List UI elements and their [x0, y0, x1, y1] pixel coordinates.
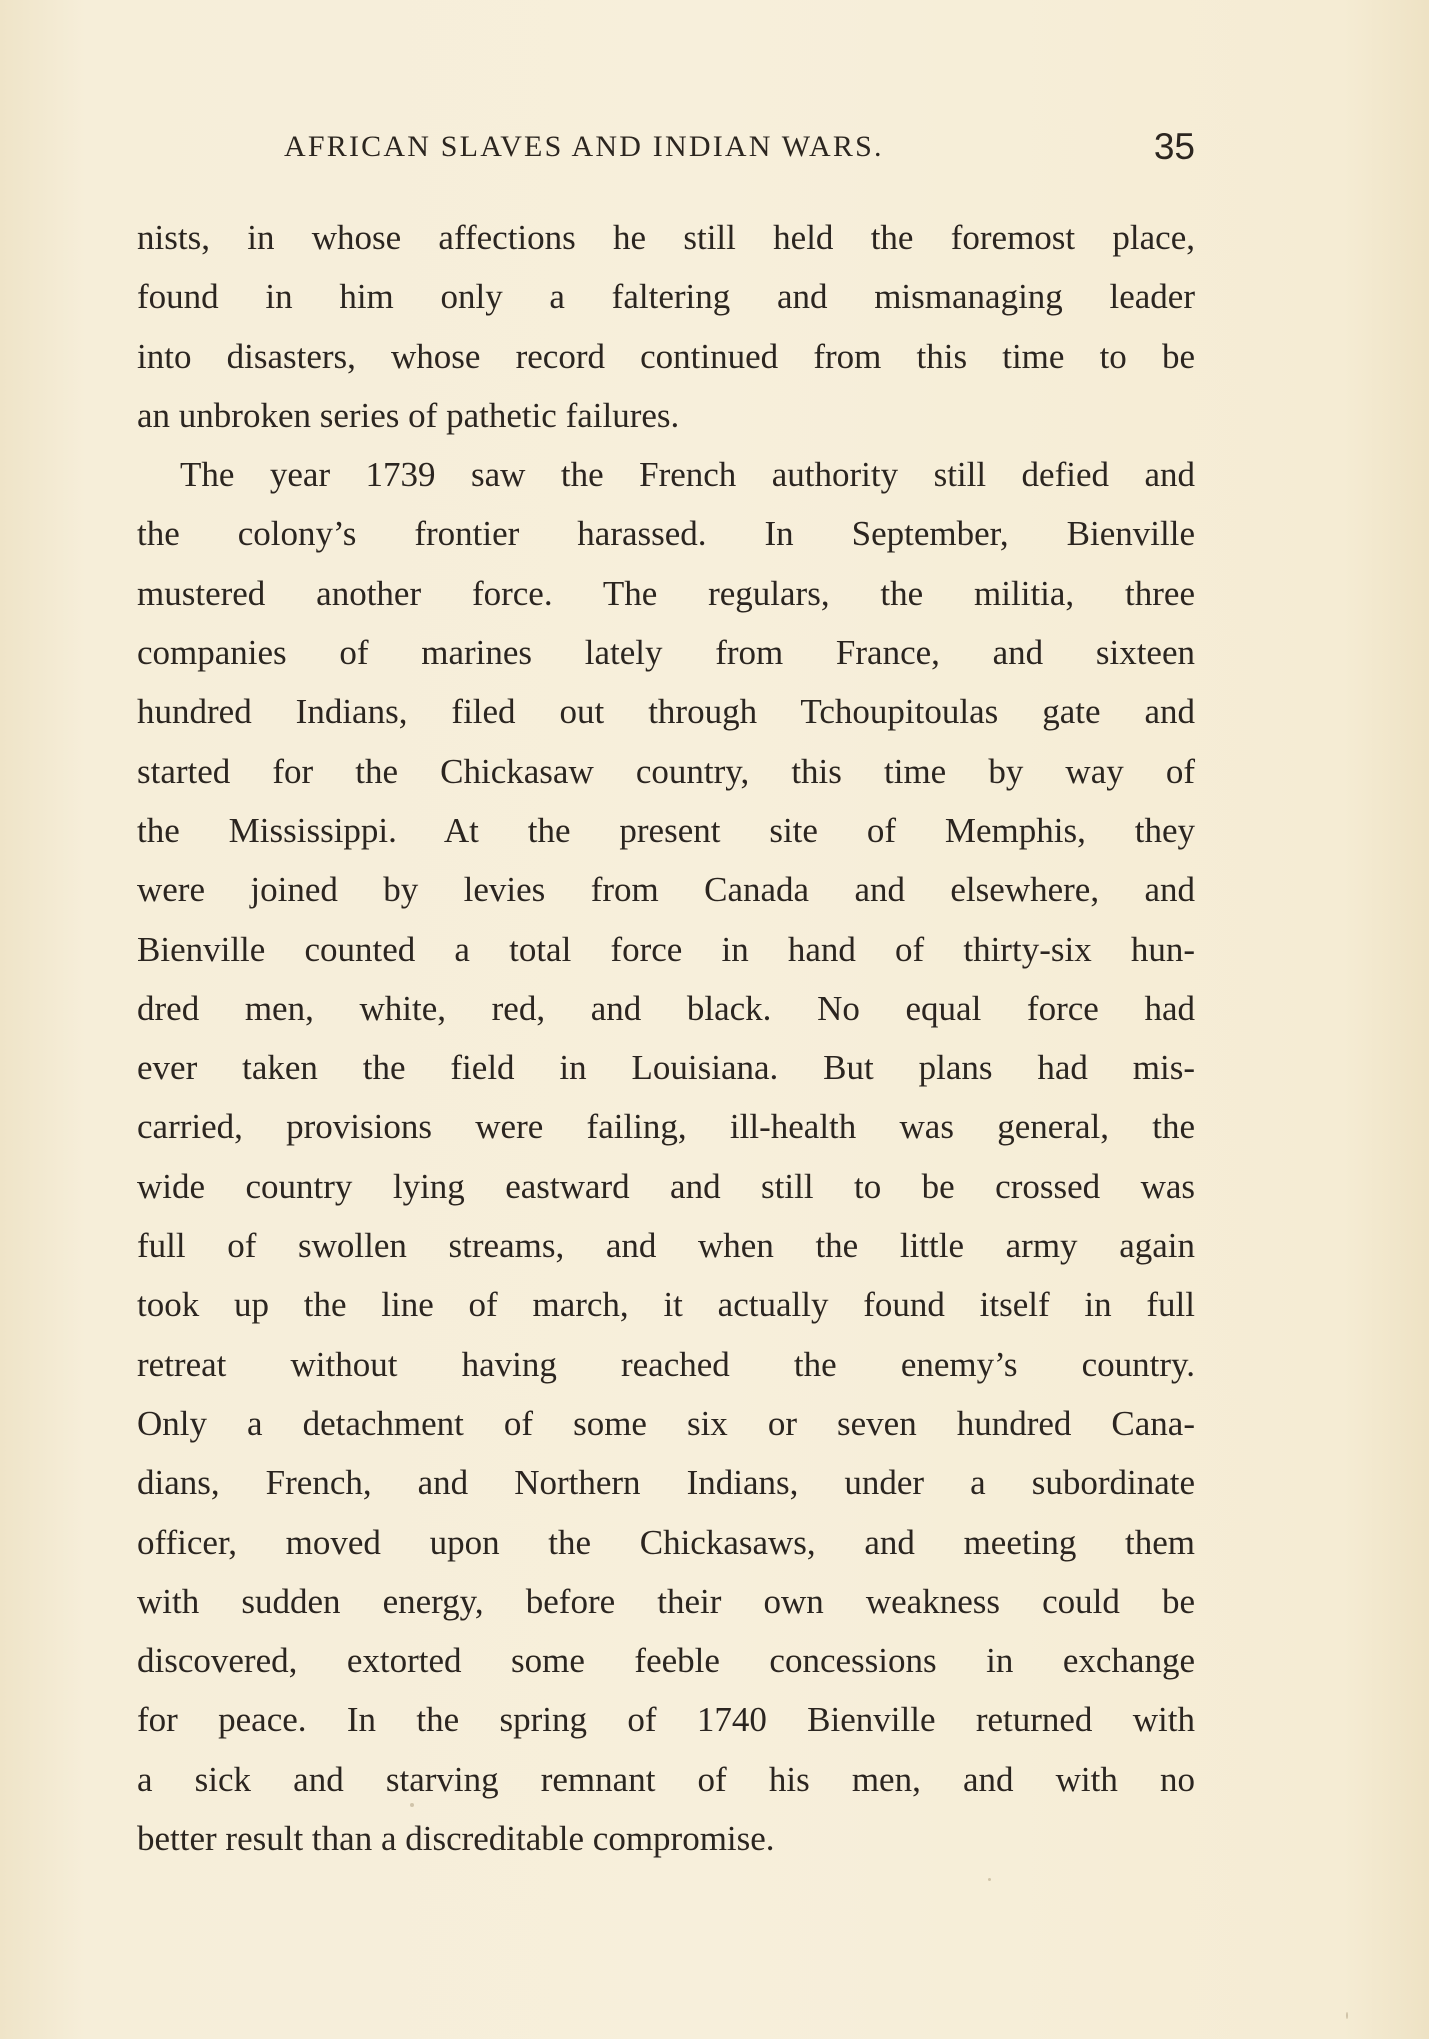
running-title: AFRICAN SLAVES AND INDIAN WARS.: [284, 130, 884, 163]
text-line: for peace. In the spring of 1740 Bienville returned with: [137, 1700, 1195, 1740]
text-line: into disasters, whose record continued from this time to be: [137, 336, 1195, 376]
paper-speck: [988, 1878, 991, 1881]
text-line: with sudden energy, before their own weakness could be: [137, 1581, 1195, 1621]
text-line: officer, moved upon the Chickasaws, and meeting them: [137, 1522, 1195, 1562]
text-line: an unbroken series of pathetic failures.: [137, 395, 680, 435]
text-line: full of swollen streams, and when the little army again: [137, 1226, 1195, 1266]
body-text: [137, 208, 1195, 1868]
text-line: dred men, white, red, and black. No equal force had: [137, 988, 1195, 1028]
text-line: carried, provisions were failing, ill-health was general, the: [137, 1107, 1195, 1147]
text-line: The year 1739 saw the French authority still defied and: [180, 455, 1195, 495]
text-line: mustered another force. The regulars, the militia, three: [137, 573, 1195, 613]
paper-speck: [1346, 2012, 1348, 2019]
text-line: the colony’s frontier harassed. In September, Bienville: [137, 514, 1195, 554]
text-line: nists, in whose affections he still held the foremost place,: [137, 218, 1195, 257]
text-line: hundred Indians, filed out through Tchoupitoulas gate and: [137, 692, 1195, 732]
text-line: started for the Chickasaw country, this time by way of: [137, 751, 1195, 791]
text-line: dians, French, and Northern Indians, under a subordinate: [137, 1463, 1195, 1503]
running-head: [137, 126, 1195, 176]
text-line: companies of marines lately from France, and sixteen: [137, 633, 1195, 673]
text-line: wide country lying eastward and still to be crossed was: [137, 1166, 1195, 1206]
text-line: discovered, extorted some feeble concessions in exchange: [137, 1641, 1195, 1681]
text-line: were joined by levies from Canada and elsewhere, and: [137, 870, 1195, 910]
text-line: a sick and starving remnant of his men, and with no: [137, 1759, 1195, 1799]
text-line: retreat without having reached the enemy’s country.: [137, 1344, 1195, 1384]
text-line: took up the line of march, it actually found itself in full: [137, 1285, 1195, 1325]
paper-speck: [410, 1803, 414, 1807]
text-line: the Mississippi. At the present site of Memphis, they: [137, 810, 1195, 850]
text-line: Only a detachment of some six or seven hundred Cana-: [137, 1403, 1195, 1443]
page-number: 35: [1153, 126, 1195, 167]
text-line: found in him only a faltering and mismanaging leader: [137, 277, 1195, 317]
text-line: better result than a discreditable compromise.: [137, 1819, 775, 1859]
text-line: Bienville counted a total force in hand of thirty-six hun-: [137, 929, 1195, 969]
text-line: ever taken the field in Louisiana. But plans had mis-: [137, 1048, 1195, 1088]
